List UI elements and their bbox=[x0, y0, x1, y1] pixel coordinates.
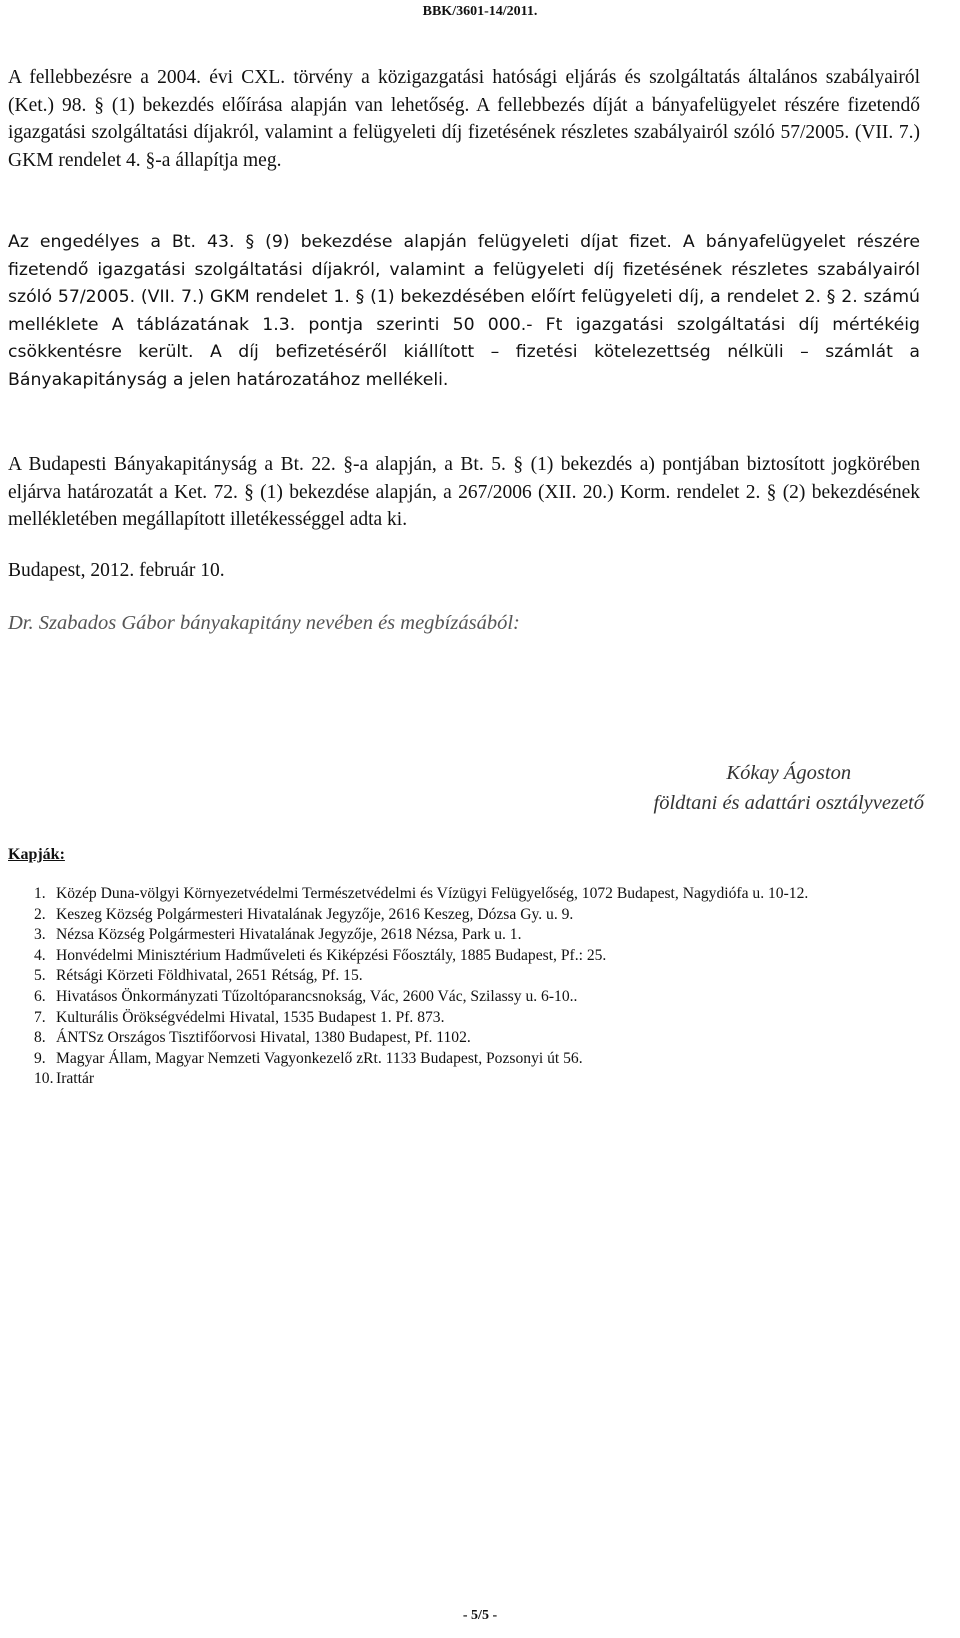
list-item bbox=[8, 1069, 920, 1090]
list-item-number: 9. bbox=[34, 1049, 46, 1067]
page-number: - 5/5 - bbox=[462, 1608, 498, 1623]
list-item-text: Honvédelmi Minisztérium Hadműveleti és Kiképzési Főosztály, 1885 Budapest, Pf.: 25. bbox=[56, 946, 607, 964]
list-item-number: 1. bbox=[34, 885, 46, 902]
list-item-text: Nézsa Község Polgármesteri Hivatalának Jegyzője, 2618 Nézsa, Park u. 1. bbox=[56, 926, 522, 944]
list-item bbox=[8, 884, 920, 905]
list-item-text: Rétsági Körzeti Földhivatal, 2651 Rétság, Pf. 15. bbox=[56, 967, 363, 985]
issue-date: Budapest, 2012. február 10. bbox=[8, 560, 225, 581]
list-item-number: 4. bbox=[34, 946, 46, 964]
document-reference-number: BBK/3601-14/2011. bbox=[422, 4, 538, 19]
list-item-number: 2. bbox=[34, 905, 46, 923]
list-item-text: Kulturális Örökségvédelmi Hivatal, 1535 Budapest 1. Pf. 873. bbox=[56, 1008, 445, 1026]
list-item-text: ÁNTSz Országos Tisztifőorvosi Hivatal, 1380 Budapest, Pf. 1102. bbox=[56, 1029, 471, 1047]
list-item-text: Közép Duna-völgyi Környezetvédelmi Természetvédelmi és Vízügyi Felügyelőség, 1072 Budapest, Nagydiófa u. 10-12. bbox=[56, 885, 809, 902]
recipients-list bbox=[8, 884, 920, 1090]
appeal-paragraph: A fellebbezésre a 2004. évi CXL. törvény a közigazgatási hatósági eljárás és szolgáltatás általános szabályairól (Ket.) 98. § (1) bekezdés előírása alapján van lehetőség. A fellebbezés díját a bányafelügyelet részére fizetendő igazgatási szolgáltatási díjakról, valamint a felügyeleti díj fizetésének részletes szabályairól szóló 57/2005. (VII. 7.) GKM rendelet 4. §-a állapítja meg. bbox=[8, 67, 920, 171]
list-item bbox=[8, 946, 920, 967]
fee-paragraph: Az engedélyes a Bt. 43. § (9) bekezdése alapján felügyeleti díjat fizet. A bányafelügyelet részére fizetendő igazgatási szolgáltatási díjakról, valamint a felügyeleti díj fizetésének részletes szabályairól szóló 57/2005. (VII. 7.) GKM rendelet 1. § (1) bekezdésében előírt felügyeleti díj, a rendelet 2. § 2. számú melléklete A táblázatának 1.3. pontja szerinti 50 000.- Ft igazgatási szolgáltatási díj mértékéig csökkentésre került. A díj befizetéséről kiállított – fizetési kötelezettség nélküli – számlát a Bányakapitányság a jelen határozatához mellékeli. bbox=[8, 232, 920, 390]
list-item-text: Hivatásos Önkormányzati Tűzoltóparancsnokság, Vác, 2600 Vác, Szilassy u. 6-10.. bbox=[56, 987, 578, 1005]
recipients-heading: Kapják: bbox=[8, 846, 65, 863]
authority-paragraph: A Budapesti Bányakapitányság a Bt. 22. §-a alapján, a Bt. 5. § (1) bekezdés a) pontjában biztosított jogkörében eljárva határozatát a Ket. 72. § (1) bekezdése alapján, a 267/2006 (XII. 20.) Korm. rendelet 2. § (2) bekezdésének mellékletében megállapított illetékességgel adta ki. bbox=[8, 454, 920, 530]
list-item-number: 8. bbox=[34, 1029, 46, 1047]
list-item bbox=[8, 966, 920, 987]
list-item bbox=[8, 1049, 920, 1070]
list-item bbox=[8, 905, 920, 926]
list-item-number: 7. bbox=[34, 1008, 46, 1026]
list-item bbox=[8, 925, 920, 946]
list-item bbox=[8, 1008, 920, 1029]
list-item-number: 5. bbox=[34, 967, 46, 985]
list-item-number: 3. bbox=[34, 926, 46, 944]
list-item-text: Keszeg Község Polgármesteri Hivatalának Jegyzője, 2616 Keszeg, Dózsa Gy. u. 9. bbox=[56, 905, 574, 923]
list-item-text: Irattár bbox=[56, 1070, 95, 1088]
list-item bbox=[8, 1028, 920, 1049]
list-item-text: Magyar Állam, Magyar Nemzeti Vagyonkezelő zRt. 1133 Budapest, Pozsonyi út 56. bbox=[56, 1049, 583, 1067]
signer-title: földtani és adattári osztályvezető bbox=[653, 792, 924, 814]
list-item-number: 10. bbox=[34, 1070, 54, 1088]
signer-name: Kókay Ágoston bbox=[726, 762, 852, 784]
list-item bbox=[8, 987, 920, 1008]
signer-block bbox=[654, 758, 924, 818]
signature-line: Dr. Szabados Gábor bányakapitány nevében és megbízásából: bbox=[8, 612, 520, 634]
list-item-number: 6. bbox=[34, 987, 46, 1005]
